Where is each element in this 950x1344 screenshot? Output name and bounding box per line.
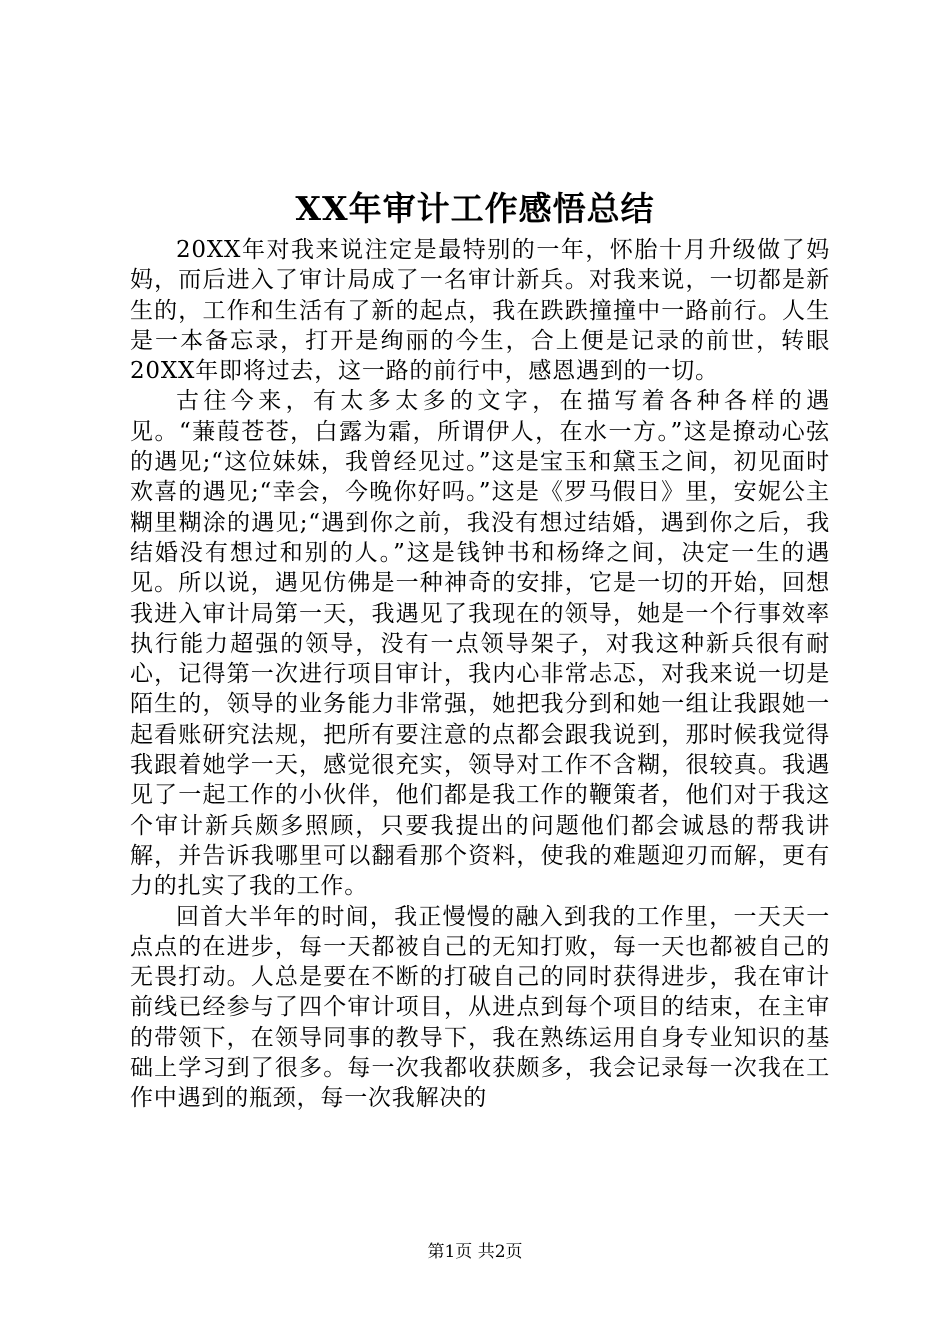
paragraph-2: 古往今来，有太多太多的文字，在描写着各种各样的遇见。“蒹葭苍苍，白露为霜，所谓伊人，在水一方。”这是撩动心弦的遇见;“这位妹妹，我曾经见过。”这是宝玉和黛玉之间，初见面时欢喜的遇见;“幸会，今晚你好吗。”这是《罗马假日》里，安妮公主糊里糊涂的遇见;“遇到你之前，我没有想过结婚，遇到你之后，我结婚没有想过和别的人。”这是钱钟书和杨绛之间，决定一生的遇见。所以说，遇见仿佛是一种神奇的安排，它是一切的开始，回想我进入审计局第一天，我遇见了我现在的领导，她是一个行事效率执行能力超强的领导，没有一点领导架子，对我这种新兵很有耐心，记得第一次进行项目审计，我内心非常忐忑，对我来说一切是陌生的，领导的业务能力非常强，她把我分到和她一组让我跟她一起看账研究法规，把所有要注意的点都会跟我说到，那时候我觉得我跟着她学一天，感觉很充实，领导对工作不含糊，很较真。我遇见了一起工作的小伙伴，他们都是我工作的鞭策者，他们对于我这个审计新兵颇多照顾，只要我提出的问题他们都会诚恳的帮我讲解，并告诉我哪里可以翻看那个资料，使我的难题迎刃而解，更有力的扎实了我的工作。 (130, 388, 830, 900)
document-title: XX年审计工作感悟总结 (295, 189, 655, 228)
paragraph-3: 回首大半年的时间，我正慢慢的融入到我的工作里，一天天一点点的在进步，每一天都被自己的无知打败，每一天也都被自己的无畏打动。人总是要在不断的打破自己的同时获得进步，我在审计前线已经参与了四个审计项目，从进点到每个项目的结束，在主审的带领下，在领导同事的教导下，我在熟练运用自身专业知识的基础上学习到了很多。每一次我都收获颇多，我会记录每一次我在工作中遇到的瓶颈，每一次我解决的 (130, 903, 830, 1112)
document-body (130, 235, 830, 1114)
page-footer: 第1页 共2页 (427, 1242, 523, 1262)
paragraph-1: 20XX年对我来说注定是最特别的一年，怀胎十月升级做了妈妈，而后进入了审计局成了一名审计新兵。对我来说，一切都是新生的，工作和生活有了新的起点，我在跌跌撞撞中一路前行。人生是一本备忘录，打开是绚丽的今生，合上便是记录的前世，转眼20XX年即将过去，这一路的前行中，感恩遇到的一切。 (130, 237, 830, 385)
